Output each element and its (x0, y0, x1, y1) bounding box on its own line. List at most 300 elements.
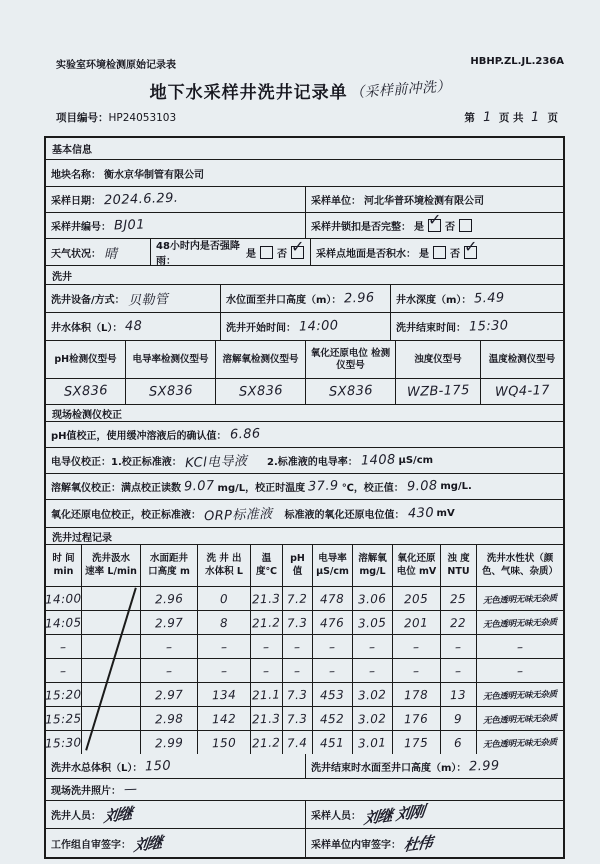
process-cell-value: 142 (211, 711, 237, 726)
instrument-column (306, 341, 396, 404)
yes-label: 是 (419, 248, 429, 260)
section-calibration: 现场检测仪校正 (52, 409, 122, 421)
do-cal-label-2: mg/L，校正时温度 (217, 483, 306, 494)
process-cell-value: 451 (320, 735, 345, 750)
process-cell (313, 707, 353, 730)
field-selfcheck-sign (46, 829, 306, 857)
field-review-sign (306, 829, 563, 857)
washing-device-value: 贝勒管 (127, 292, 169, 309)
process-cell (198, 731, 251, 754)
conductivity-cal-label-1: 电导仪校正：1.校正标准液： (51, 457, 182, 468)
process-cell (82, 587, 141, 610)
process-cell (441, 707, 477, 730)
instrument-model-cell (216, 379, 305, 404)
process-cell-value: 7.4 (287, 735, 308, 750)
record-form-table (44, 136, 565, 859)
process-row (46, 587, 563, 611)
process-cell-value: 无色透明无味无杂质 (482, 713, 558, 726)
orp-unit: mV (436, 508, 455, 519)
instruments-row (46, 341, 563, 405)
field-do-calibration (46, 474, 563, 499)
process-cell (353, 731, 393, 754)
process-cell-value: 21.3 (252, 591, 281, 606)
form-title: 地下水采样井洗井记录单 (149, 83, 348, 103)
process-cell-value: – (220, 639, 228, 654)
instrument-label: 电导率检测仪型号 (126, 341, 215, 379)
well-number-label: 采样井编号： (51, 222, 111, 233)
process-cell-value: 15:20 (44, 686, 83, 703)
process-cell (141, 683, 198, 706)
process-cell-value: 2.97 (154, 615, 184, 630)
process-cell (353, 707, 393, 730)
sampler-label: 采样人员： (311, 811, 361, 822)
process-cell-value: 0 (219, 591, 229, 606)
process-cell-value: – (60, 663, 67, 678)
process-cell-value: 15:30 (44, 734, 83, 751)
process-cell (46, 659, 82, 682)
ponding-yes-checkbox (433, 246, 446, 259)
process-cell (353, 659, 393, 682)
instrument-model-value: WZB-175 (406, 382, 470, 401)
process-cell (198, 587, 251, 610)
instrument-model-value: SX836 (63, 383, 108, 400)
process-column-header: 水面距井 口高度 m (141, 545, 198, 586)
process-cell (313, 587, 353, 610)
instrument-model-value: SX836 (328, 383, 373, 400)
process-cell-value: 3.02 (358, 687, 387, 702)
field-well-depth (391, 285, 563, 312)
ponding-no-checkmark: ✓ (464, 236, 478, 256)
process-cell (393, 659, 441, 682)
conductivity-standard-value: KCl电导液 (184, 453, 248, 472)
instrument-label: 氧化还原电位 检测仪型号 (306, 341, 395, 379)
process-cell-value: 无色透明无味无杂质 (482, 737, 558, 750)
process-cell (393, 611, 441, 634)
page-info (462, 110, 560, 125)
process-cell-value: – (369, 639, 376, 654)
instrument-model-cell (396, 379, 480, 404)
lock-no-checkbox (459, 219, 472, 232)
process-column-header: 时 间 min (46, 545, 82, 586)
process-cell (141, 611, 198, 634)
process-cell (313, 611, 353, 634)
field-conductivity-calibration (46, 448, 563, 473)
process-cell-value: 176 (404, 711, 429, 726)
process-cell (393, 731, 441, 754)
section-well-washing: 洗井 (52, 271, 72, 283)
do-cal-unit: mg/L. (440, 481, 472, 492)
process-cell-value: 9 (454, 711, 463, 726)
instrument-label: 溶解氧检测仪型号 (216, 341, 305, 379)
instrument-model-value: WQ4-17 (494, 383, 550, 400)
instrument-model-cell (126, 379, 215, 404)
process-row (46, 731, 563, 754)
field-end-water-level (306, 754, 563, 778)
process-cell (141, 587, 198, 610)
weather-value: 晴 (103, 246, 118, 262)
instrument-model-cell (481, 379, 563, 404)
well-depth-value: 5.49 (474, 290, 506, 307)
conductivity-value: 1408 (360, 452, 396, 469)
process-cell-value: – (413, 639, 420, 654)
process-cell (441, 683, 477, 706)
well-volume-label: 井水体积（L）： (51, 323, 123, 334)
lock-yes-checkmark: ✓ (428, 210, 442, 229)
process-cell-value: – (413, 663, 420, 678)
process-cell-value: 无色透明无味无杂质 (482, 617, 558, 630)
end-time-value: 15:30 (468, 318, 509, 335)
do-calibrated-value: 9.08 (406, 478, 438, 495)
well-depth-label: 井水深度（m）： (396, 295, 472, 306)
water-level-label: 水位面至井口高度（m）： (226, 295, 342, 306)
process-cell-value: 7.3 (287, 615, 308, 630)
process-row (46, 659, 563, 683)
process-cell-value: 14:05 (44, 614, 83, 631)
orp-cal-label-1: 氧化还原电位校正，校正标准液： (51, 510, 201, 521)
selfcheck-label: 工作组自审签字： (51, 839, 131, 851)
field-site-photo (46, 779, 563, 800)
instrument-column (396, 341, 481, 404)
end-time-label: 洗井结束时间： (396, 323, 466, 334)
process-column-header: 温 度℃ (251, 545, 283, 586)
process-cell (82, 659, 141, 682)
instrument-column (216, 341, 306, 404)
process-cell-value: – (263, 639, 270, 654)
process-cell (313, 731, 353, 754)
washer-signature: 刘继 (102, 804, 133, 826)
washing-device-label: 洗井设备/方式： (51, 295, 125, 306)
process-cell (441, 587, 477, 610)
process-cell (283, 707, 313, 730)
orp-standard-value: ORP标准液 (203, 506, 273, 525)
process-cell (313, 635, 353, 658)
process-cell-value: 21.3 (252, 711, 281, 726)
page-total: 1 (530, 109, 541, 126)
process-cell (82, 683, 141, 706)
process-cell-value: 6 (454, 735, 463, 750)
process-cell (141, 659, 198, 682)
process-cell-value: – (60, 639, 67, 654)
process-column-header: 洗井水性状（颜 色、气味、杂质） (481, 553, 558, 577)
field-site-name (46, 160, 563, 186)
process-cell-value: 2.99 (154, 735, 184, 750)
ponding-no-checkbox (464, 236, 478, 259)
instrument-column (46, 341, 126, 404)
process-column-header: 浊 度 NTU (441, 545, 477, 586)
process-cell (82, 707, 141, 730)
well-number-value: BJ01 (113, 217, 146, 234)
process-cell (251, 659, 283, 682)
process-cell (353, 635, 393, 658)
project-number (56, 110, 176, 125)
process-cell (251, 635, 283, 658)
page-label-mid: 页 共 (498, 112, 524, 124)
lock-yes-checkbox (428, 210, 442, 232)
instrument-label: 温度检测仪型号 (481, 341, 563, 379)
process-cell-value: – (294, 663, 301, 678)
process-cell (141, 731, 198, 754)
process-cell-value: 476 (320, 615, 345, 630)
process-cell (283, 683, 313, 706)
review-label: 采样单位内审签字： (311, 839, 401, 851)
process-cell (313, 683, 353, 706)
process-cell (477, 731, 563, 754)
do-cal-label-3: ℃，校正值： (341, 483, 404, 494)
process-cell (477, 587, 563, 610)
process-cell (283, 611, 313, 634)
rain-yes-checkbox (260, 246, 273, 259)
process-cell-value: 21.2 (252, 735, 281, 750)
heavy-rain-label: 48小时内是否强降雨： (156, 241, 240, 267)
process-cell (82, 635, 141, 658)
process-cell (393, 587, 441, 610)
process-column-header: 氧化还原 电位 mV (393, 545, 441, 586)
process-cell-value: – (165, 663, 173, 678)
process-cell-value: 2.96 (154, 591, 184, 606)
process-cell (283, 731, 313, 754)
do-temperature-value: 37.9 (307, 478, 339, 495)
process-cell (46, 635, 82, 658)
process-cell (251, 731, 283, 754)
page-label-end: 页 (547, 112, 558, 124)
field-weather (46, 239, 151, 265)
process-cell-value: 7.3 (287, 687, 308, 702)
field-orp-calibration (46, 500, 563, 527)
instrument-label: 浊度仪型号 (396, 341, 480, 379)
process-cell-value: 3.01 (358, 735, 387, 750)
process-cell-value: 8 (219, 615, 229, 630)
process-cell (441, 611, 477, 634)
title-row (0, 78, 600, 103)
process-column-header: 洗 井 出 水体积 L (198, 545, 251, 586)
process-cell (441, 731, 477, 754)
total-volume-value: 150 (145, 758, 172, 774)
total-volume-label: 洗井水总体积（L）： (51, 762, 143, 774)
process-cell-value: – (516, 663, 524, 678)
process-cell-value: 201 (404, 615, 429, 630)
instrument-label: pH检测仪型号 (46, 341, 125, 379)
conductivity-cal-label-2: 2.标准液的电导率： (267, 457, 358, 468)
process-cell-value: 13 (450, 687, 467, 702)
process-cell-value: – (263, 663, 270, 678)
instrument-column (126, 341, 216, 404)
site-name-label: 地块名称： (51, 169, 101, 181)
ph-calibration-value: 6.86 (229, 426, 261, 443)
field-total-volume (46, 754, 306, 778)
do-cal-label-1: 溶解氧仪校正：满点校正读数 (51, 483, 181, 494)
process-cell-value: 2.97 (154, 687, 184, 702)
process-cell (82, 731, 141, 754)
process-cell (46, 611, 82, 634)
process-cell-value: 7.2 (287, 591, 308, 606)
process-cell (82, 611, 141, 634)
process-cell-value: 178 (404, 687, 429, 702)
process-cell-value: 15:25 (44, 710, 83, 727)
start-time-label: 洗井开始时间： (226, 323, 296, 334)
field-heavy-rain (151, 236, 311, 267)
process-cell-value: – (329, 639, 336, 654)
process-cell (283, 635, 313, 658)
process-cell (477, 683, 563, 706)
process-cell-value: 452 (320, 711, 345, 726)
process-column-header: 洗井汲水 速率 L/min (82, 545, 141, 586)
process-cell (441, 659, 477, 682)
field-start-time (221, 313, 391, 340)
process-cell (141, 635, 198, 658)
project-number-label: 项目编号： (56, 112, 109, 124)
process-cell (353, 683, 393, 706)
site-photo-label: 现场洗井照片： (51, 786, 121, 797)
process-cell (477, 611, 563, 634)
process-cell (141, 707, 198, 730)
field-washer (46, 801, 306, 828)
section-process-record: 洗井过程记录 (52, 532, 112, 544)
section-basic-info: 基本信息 (52, 145, 92, 156)
field-sampling-date (46, 187, 306, 212)
field-well-volume (46, 313, 221, 340)
process-cell (251, 611, 283, 634)
process-cell-value: – (455, 639, 462, 654)
process-cell (46, 683, 82, 706)
rain-no-checkbox (291, 236, 305, 259)
page-label: 第 (464, 112, 475, 124)
process-cell-value: 453 (320, 687, 345, 702)
process-column-header: 电导率 μS/cm (313, 545, 353, 586)
process-cell-value: 3.02 (358, 711, 387, 726)
process-cell (198, 659, 251, 682)
process-cell (393, 635, 441, 658)
process-cell-value: – (369, 663, 376, 678)
process-cell-value: – (329, 663, 336, 678)
process-cell (198, 707, 251, 730)
sampling-date-label: 采样日期： (51, 196, 101, 207)
process-cell-value: 7.3 (287, 711, 308, 726)
field-sampler (306, 801, 563, 828)
process-cell-value: 无色透明无味无杂质 (482, 593, 558, 606)
ph-calibration-label: pH值校正，使用缓冲溶液后的确认值： (51, 431, 227, 442)
process-cell (313, 659, 353, 682)
field-ph-calibration (46, 422, 563, 447)
yes-label: 是 (414, 222, 424, 233)
project-number-value: HP24053103 (108, 112, 177, 124)
instrument-model-value: SX836 (238, 383, 283, 400)
instrument-model-cell (46, 379, 125, 404)
process-column-header: pH 值 (283, 545, 313, 586)
well-volume-value: 48 (125, 318, 143, 335)
lock-intact-label: 采样井锁扣是否完整： (311, 222, 411, 233)
process-header-row (46, 545, 563, 587)
weather-label: 天气状况： (51, 248, 101, 260)
page-number: 1 (482, 109, 492, 126)
water-level-value: 2.96 (344, 290, 376, 307)
review-signature: 杜伟 (402, 832, 433, 855)
field-end-time (391, 313, 563, 340)
process-cell-value: 175 (404, 735, 429, 750)
process-cell (46, 587, 82, 610)
end-water-level-value: 2.99 (469, 757, 501, 775)
sampler-signature: 刘继 刘刚 (363, 802, 426, 828)
process-cell-value: 25 (450, 591, 467, 606)
process-cell-value: 205 (404, 591, 429, 606)
field-sampling-unit (306, 187, 563, 212)
field-water-level-height (221, 285, 391, 312)
instrument-model-cell (306, 379, 395, 404)
instrument-model-value: SX836 (148, 383, 193, 400)
process-cell-value: – (516, 639, 524, 654)
orp-value: 430 (407, 505, 434, 522)
process-column-header: 溶解氧 mg/L (353, 545, 393, 586)
instrument-column (481, 341, 563, 404)
process-cell-value: 3.05 (358, 615, 387, 630)
process-cell-value: – (294, 639, 301, 654)
process-cell (283, 659, 313, 682)
process-cell-value: – (165, 639, 173, 654)
process-cell-value: 21.1 (252, 687, 281, 702)
process-row (46, 683, 563, 707)
process-cell (393, 683, 441, 706)
process-cell-value: – (220, 663, 228, 678)
process-row (46, 635, 563, 659)
start-time-value: 14:00 (298, 318, 339, 335)
doc-type: 实验室环境检测原始记录表 (56, 60, 176, 71)
no-label: 否 (445, 222, 455, 233)
process-cell (251, 587, 283, 610)
field-washing-device (46, 285, 221, 312)
process-cell-value: 134 (211, 687, 237, 702)
process-row (46, 611, 563, 635)
process-cell (198, 683, 251, 706)
do-reading-value: 9.07 (183, 478, 215, 495)
sampling-unit-value: 河北华普环境检测有限公司 (364, 196, 484, 207)
process-cell-value: 478 (320, 591, 345, 606)
process-cell (198, 611, 251, 634)
process-row (46, 707, 563, 731)
process-cell-value: 21.2 (252, 615, 281, 630)
process-cell (353, 587, 393, 610)
process-cell (251, 683, 283, 706)
process-cell (251, 707, 283, 730)
process-cell-value: 2.98 (154, 711, 184, 726)
process-body (46, 587, 563, 754)
process-cell (477, 635, 563, 658)
sampling-date-value: 2024.6.29. (103, 190, 179, 209)
site-photo-value: — (123, 781, 138, 798)
no-label: 否 (450, 248, 460, 260)
process-cell (441, 635, 477, 658)
process-cell (477, 707, 563, 730)
field-lock-intact (306, 210, 563, 238)
no-label: 否 (277, 248, 287, 260)
orp-cal-label-2: 标准液的氧化还原电位值： (284, 510, 405, 521)
end-water-level-label: 洗井结束时水面至井口高度（m）： (311, 762, 467, 774)
process-cell-value: – (455, 663, 462, 678)
process-cell (283, 587, 313, 610)
washer-label: 洗井人员： (51, 811, 101, 822)
process-cell (477, 659, 563, 682)
process-cell (46, 731, 82, 754)
field-well-number (46, 213, 306, 238)
yes-label: 是 (246, 248, 256, 260)
process-cell-value: 14:00 (44, 590, 83, 607)
process-cell (46, 707, 82, 730)
conductivity-unit: μS/cm (398, 455, 434, 466)
title-annotation: （采样前冲洗） (349, 78, 451, 102)
process-cell (198, 635, 251, 658)
ponding-label: 采样点地面是否积水： (316, 248, 416, 260)
rain-no-checkmark: ✓ (291, 236, 305, 256)
selfcheck-signature: 刘继 (132, 832, 163, 855)
process-cell (393, 707, 441, 730)
